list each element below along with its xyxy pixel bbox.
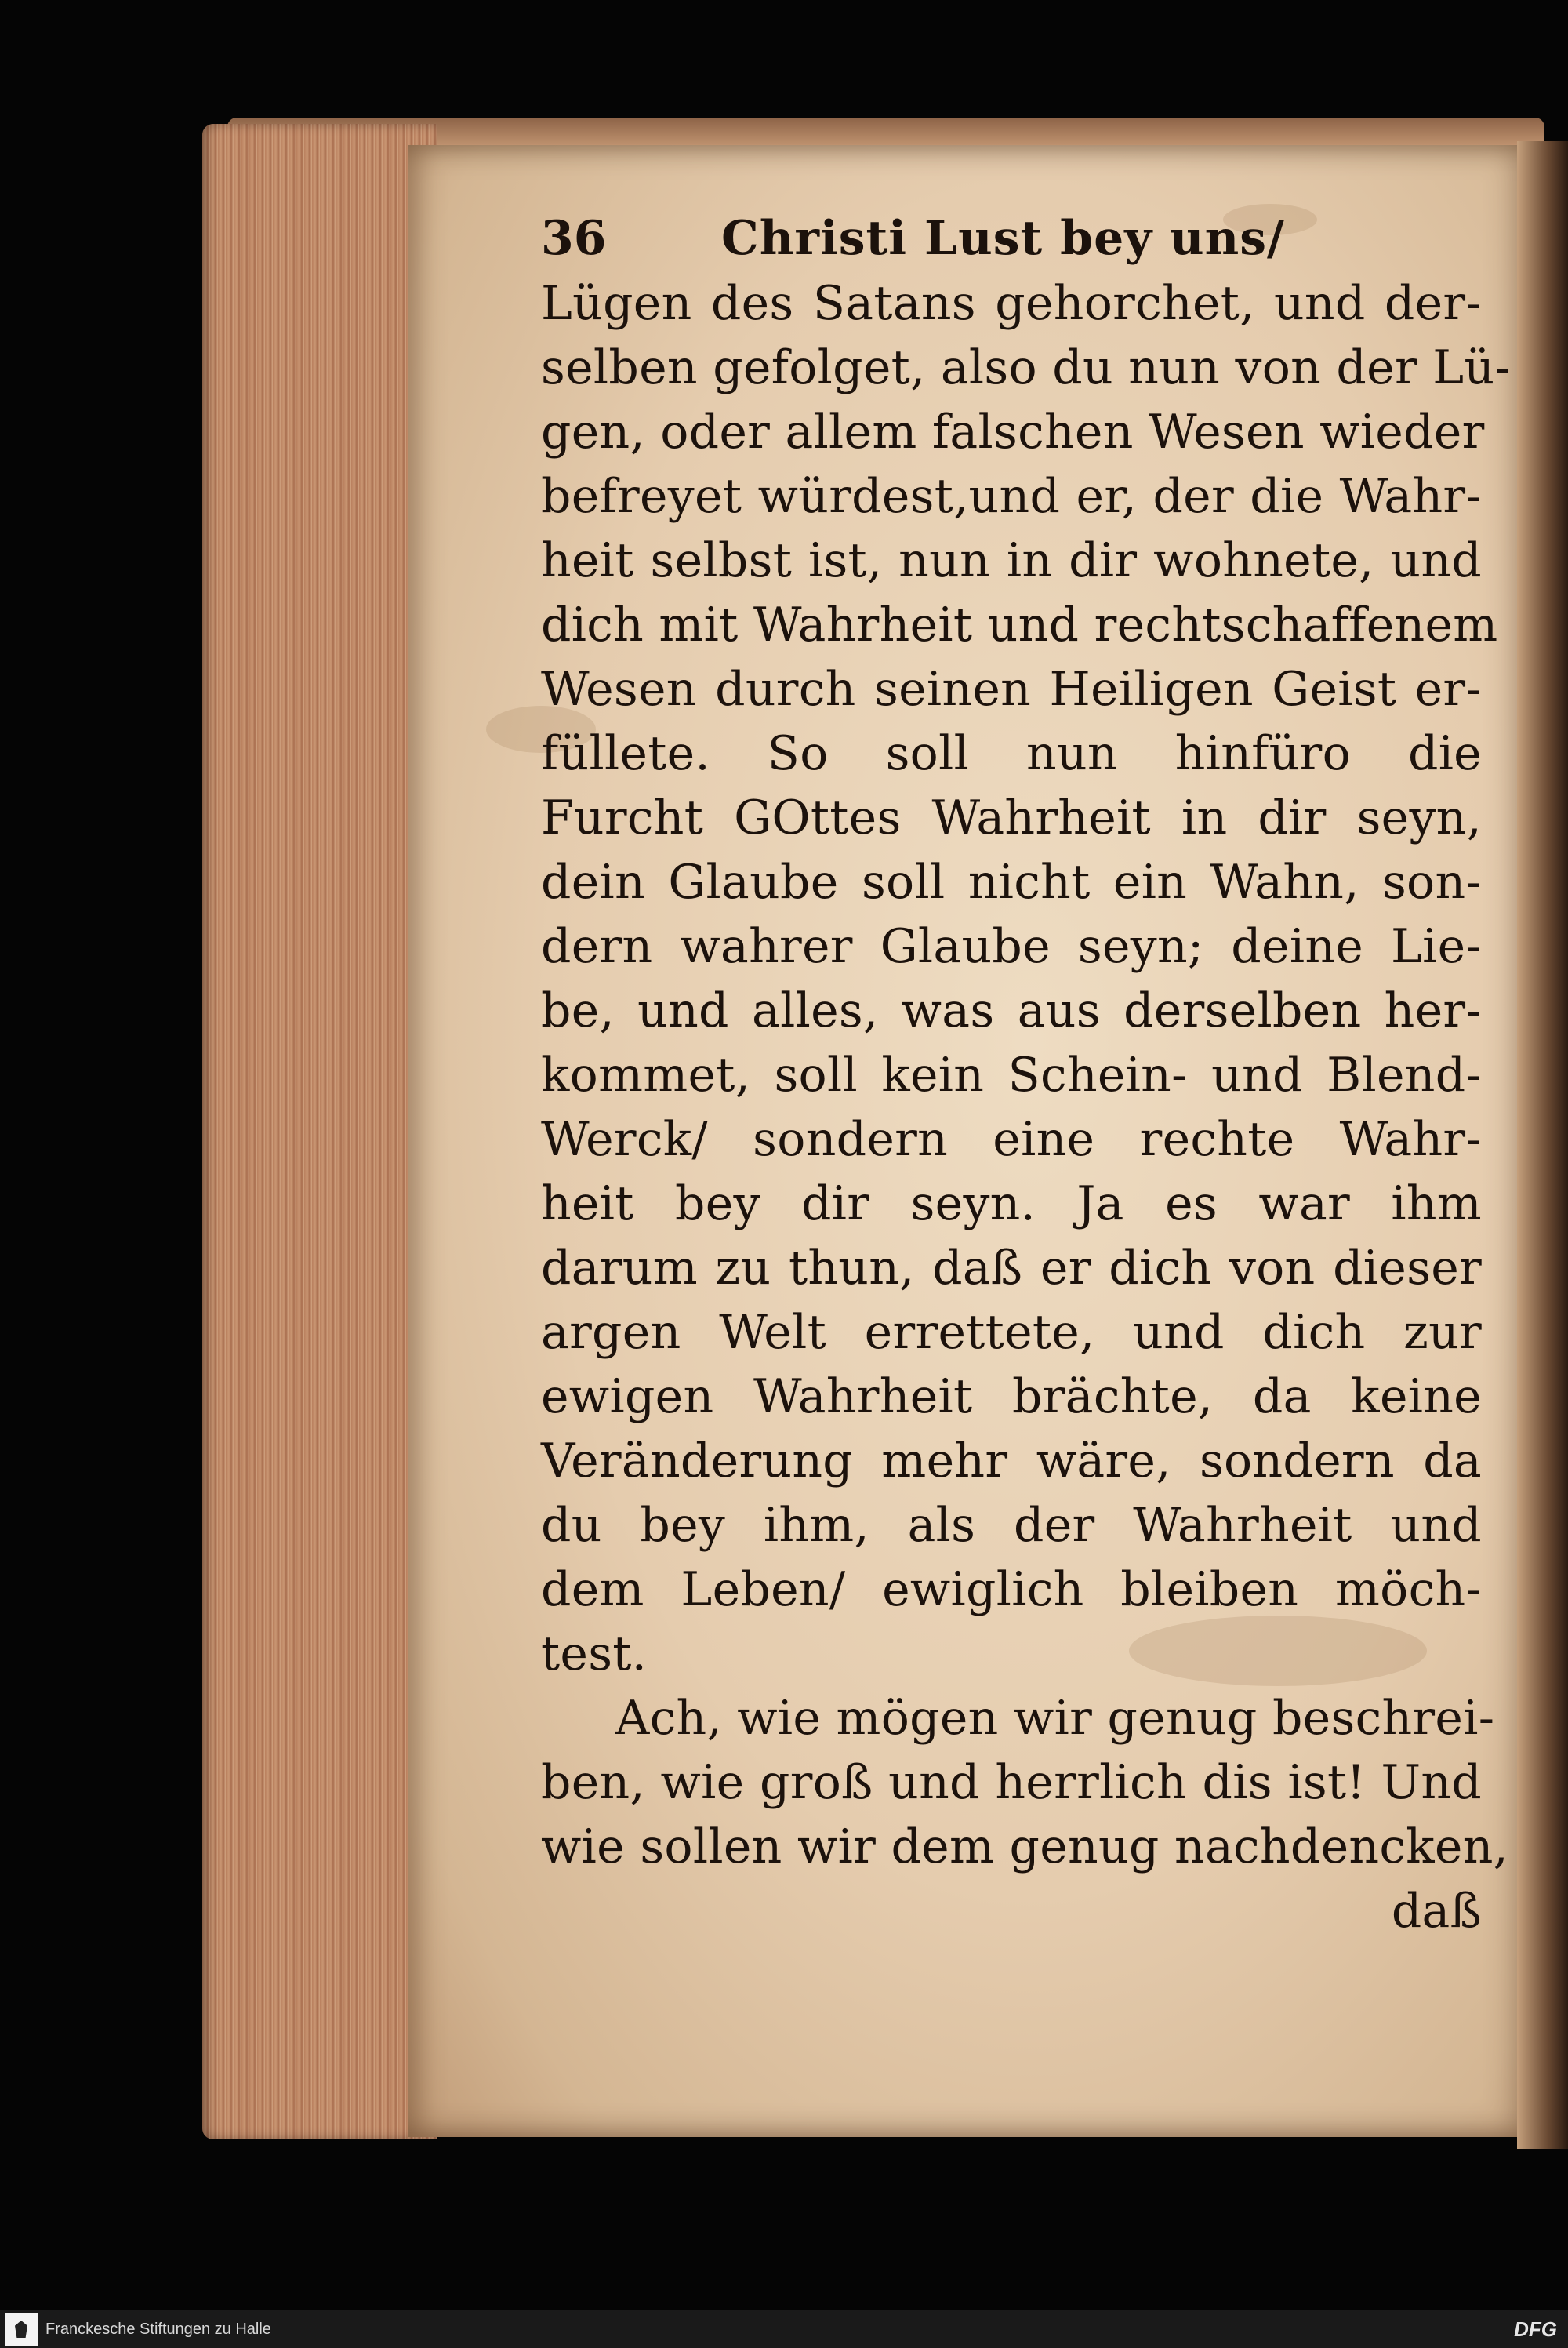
book-gutter	[1517, 141, 1568, 2149]
text-line: selben gefolget, also du nun von der Lü-	[541, 340, 1511, 395]
book-page-stack	[202, 124, 437, 2139]
text-line: gen, oder allem falschen Wesen wieder	[541, 405, 1485, 460]
text-line: heit bey dir seyn. Ja es war ihm	[541, 1176, 1482, 1231]
text-line: füllete. So soll nun hinfüro die	[541, 726, 1482, 781]
institution-name: Franckesche Stiftungen zu Halle	[45, 2320, 271, 2338]
text-line: Veränderung mehr wäre, sondern da	[541, 1434, 1482, 1488]
text-line: Wesen durch seinen Heiligen Geist er-	[541, 662, 1482, 717]
footer-institution-block	[0, 2313, 271, 2346]
text-line: dem Leben/ ewiglich bleiben möch-	[541, 1562, 1482, 1617]
text-line: test.	[541, 1627, 648, 1681]
page-header	[541, 205, 1482, 271]
text-line: dich mit Wahrheit und rechtschaffenem	[541, 598, 1498, 652]
dfg-logo: DFG	[1514, 2317, 1557, 2341]
text-line: wie sollen wir dem genug nachdencken,	[541, 1819, 1509, 1874]
text-line: dern wahrer Glaube seyn; deine Lie-	[541, 919, 1482, 974]
text-line: Werck/ sondern eine rechte Wahr-	[541, 1112, 1482, 1167]
text-line: darum zu thun, daß er dich von dieser	[541, 1241, 1482, 1296]
catchword: daß	[1391, 1884, 1482, 1939]
text-line: be, und alles, was aus derselben her-	[541, 983, 1482, 1038]
page-number: 36	[541, 211, 607, 266]
text-line: ben, wie groß und herrlich dis ist! Und	[541, 1755, 1482, 1810]
text-line: kommet, soll kein Schein- und Blend-	[541, 1048, 1482, 1103]
emblem-icon	[15, 2321, 27, 2338]
text-line: Ach, wie mögen wir genug beschrei-	[615, 1691, 1495, 1746]
running-head: Christi Lust bey uns/	[721, 211, 1285, 266]
text-line: Lügen des Satans gehorchet, und der-	[541, 276, 1482, 331]
text-line: Furcht GOttes Wahrheit in dir seyn,	[541, 791, 1482, 845]
page-text-block	[541, 205, 1511, 1943]
text-line: ewigen Wahrheit brächte, da keine	[541, 1369, 1482, 1424]
text-line: du bey ihm, als der Wahrheit und	[541, 1498, 1482, 1553]
institution-logo	[5, 2313, 38, 2346]
text-line: befreyet würdest,und er, der die Wahr-	[541, 469, 1482, 524]
text-line: heit selbst ist, nun in dir wohnete, und	[541, 533, 1482, 588]
viewer-footer	[0, 2310, 1568, 2348]
text-line: argen Welt errettete, und dich zur	[541, 1305, 1482, 1360]
text-line: dein Glaube soll nicht ein Wahn, son-	[541, 855, 1482, 910]
